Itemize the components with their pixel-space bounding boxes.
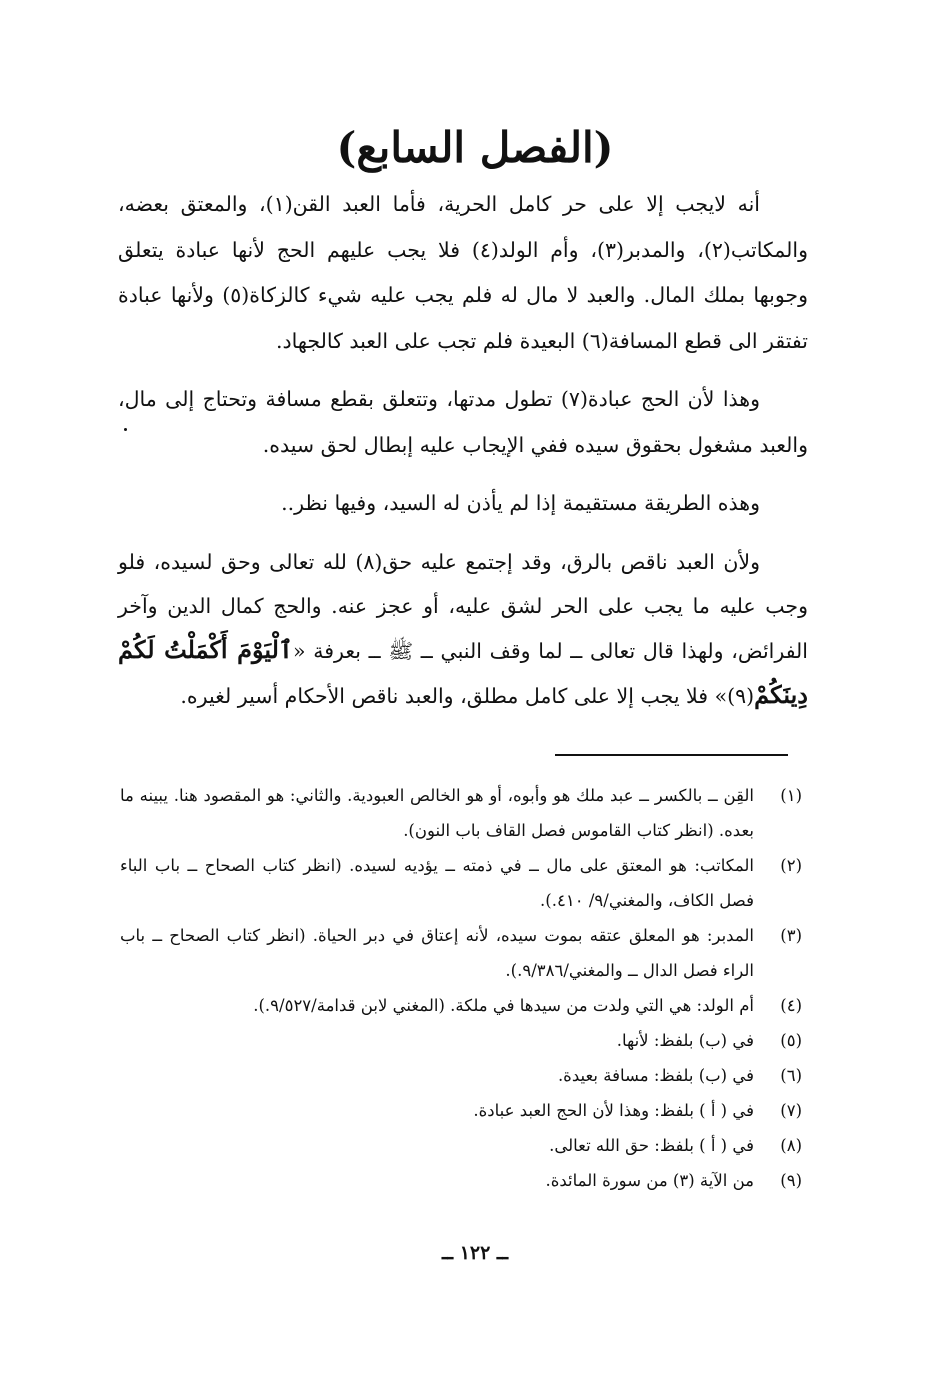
footnote-text: المكاتب: هو المعتق على مال ــ في ذمته ــ يؤديه لسيده. (انظر كتاب الصحاح ــ باب الباء فصل الكاف، والمغني/٩/ ٤١٠.). (120, 856, 754, 910)
footnote-item (120, 1023, 810, 1058)
paragraph-2: وهذا لأن الحج عبادة(٧) تطول مدتها، وتتعلق بقطع مسافة وتحتاج إلى مال، والعبد مشغول بحقوق سيده ففي الإيجاب عليه إبطال لحق سيده. (118, 387, 808, 457)
paragraph-3: وهذه الطريقة مستقيمة إذا لم يأذن له السيد، وفيها نظر.. (281, 491, 760, 515)
footnote-item (120, 1163, 810, 1198)
footnote-number: (٦) (780, 1066, 802, 1085)
paragraph-4 (118, 540, 808, 718)
footnote-text: في (ب) بلفظ: مسافة بعيدة. (557, 1066, 754, 1085)
footnote-number: (٥) (780, 1031, 802, 1050)
quran-verse: ٱلْيَوْمَ أَكْمَلْتُ لَكُمْ دِينَكُمْ (118, 634, 808, 709)
footnote-number: (٢) (780, 856, 802, 875)
footnote-text: المدبر: هو المعلق عتقه بموت سيده، لأنه إعتاق في دبر الحياة. (انظر كتاب الصحاح ــ باب الراء فصل الدال ــ والمغني/٩/٣٨٦.). (120, 926, 754, 980)
paragraph-4-text-before: ولأن العبد ناقص بالرق، وقد إجتمع عليه حق(٨) لله تعالى وحق لسيده، فلو وجب عليه ما يجب على الحر لشق عليه، أو عجز عنه. والحج كمال الدين وآخر الفرائض، ولهذا قال تعالى ــ لما وقف النبي ــ ﷺ ــ بعرفة « (118, 549, 808, 663)
footnote-number: (٣) (780, 926, 802, 945)
footnote-text: من الآية (٣) من سورة المائدة. (545, 1171, 754, 1190)
footnote-number: (٨) (780, 1136, 802, 1155)
footnote-item (120, 848, 810, 918)
stray-ink-dot (124, 428, 127, 431)
footnote-separator (555, 754, 788, 756)
footnote-text: في ( أ ) بلفظ: حق الله تعالى. (549, 1136, 754, 1155)
footnote-item (120, 1093, 810, 1128)
footnote-number: (٤) (780, 996, 802, 1015)
footnote-item (120, 1128, 810, 1163)
footnote-text: أم الولد: هي التي ولدت من سيدها في ملكة. (المغني لابن قدامة/٩/٥٢٧.). (253, 996, 754, 1015)
footnote-text: في ( أ ) بلفظ: وهذا لأن الحج العبد عبادة. (473, 1101, 754, 1120)
footnote-item (120, 918, 810, 988)
footnote-text: في (ب) بلفظ: لأنها. (616, 1031, 754, 1050)
footnote-number: (١) (780, 786, 802, 805)
paragraph-1: أنه لايجب إلا على حر كامل الحرية، فأما العبد القن(١)، والمعتق بعضه، والمكاتب(٢)، والمدبر(٣)، وأم الولد(٤) فلا يجب عليهم الحج لأنها عبادة يتعلق وجوبها بملك المال. والعبد لا مال له فلم يجب عليه شيء كالزكاة(٥) ولأنها عبادة تفتقر الى قطع المسافة(٦) البعيدة فلم تجب على العبد كالجهاد. (118, 192, 808, 353)
paragraph-4-text-after: (٩)» فلا يجب إلا على كامل مطلق، والعبد ناقص الأحكام أسير لغيره. (180, 683, 755, 708)
footnote-item (120, 1058, 810, 1093)
footnote-text: القِن ــ بالكسر ــ عبد ملك هو وأبوه، أو هو الخالص العبودية. والثاني: هو المقصود هنا. يبينه ما بعده. (انظر كتاب القاموس فصل القاف باب النون). (120, 786, 754, 840)
footnote-item (120, 988, 810, 1023)
chapter-title: (الفصل السابع) (336, 123, 614, 172)
footnote-number: (٧) (780, 1101, 802, 1120)
footnotes-list (120, 778, 810, 1198)
footnote-item (120, 778, 810, 848)
main-text (118, 182, 808, 718)
page-number: ــ ١٢٢ ــ (441, 1242, 509, 1264)
footnote-number: (٩) (780, 1171, 802, 1190)
